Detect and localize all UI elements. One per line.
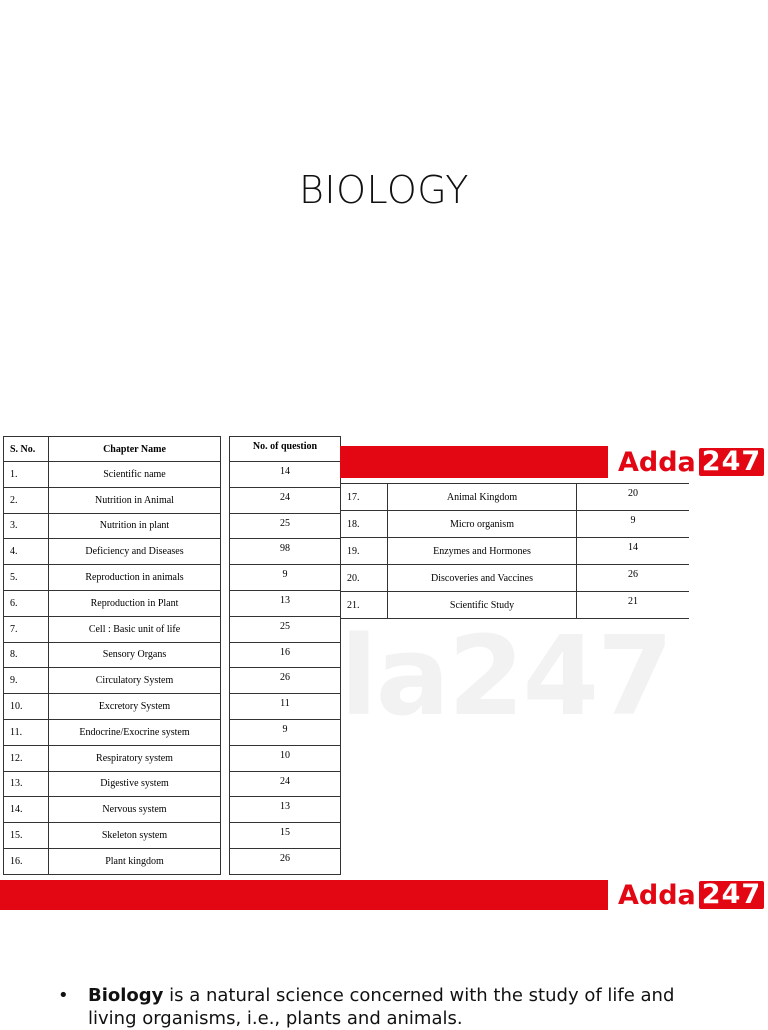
column-gap bbox=[221, 823, 230, 849]
cell-chapter-name: Nervous system bbox=[49, 797, 221, 823]
cell-no-of-question: 26 bbox=[577, 565, 690, 592]
cell-sno: 3. bbox=[4, 513, 49, 539]
table-row bbox=[4, 462, 341, 488]
column-gap bbox=[221, 771, 230, 797]
adda247-banner-bottom bbox=[0, 880, 768, 910]
cell-no-of-question: 25 bbox=[230, 513, 341, 539]
cell-no-of-question: 16 bbox=[230, 642, 341, 668]
table-row bbox=[4, 539, 341, 565]
cell-no-of-question: 9 bbox=[230, 565, 341, 591]
column-gap bbox=[221, 462, 230, 488]
column-gap bbox=[221, 487, 230, 513]
table-row bbox=[341, 565, 690, 592]
cell-no-of-question: 98 bbox=[230, 539, 341, 565]
cell-no-of-question: 21 bbox=[577, 592, 690, 619]
logo-number: 247 bbox=[699, 881, 764, 909]
cell-chapter-name: Cell : Basic unit of life bbox=[49, 616, 221, 642]
column-gap bbox=[221, 616, 230, 642]
cell-chapter-name: Deficiency and Diseases bbox=[49, 539, 221, 565]
column-gap bbox=[221, 513, 230, 539]
cell-no-of-question: 11 bbox=[230, 694, 341, 720]
cell-sno: 10. bbox=[4, 694, 49, 720]
header-sno: S. No. bbox=[4, 437, 49, 462]
cell-sno: 7. bbox=[4, 616, 49, 642]
cell-chapter-name: Discoveries and Vaccines bbox=[388, 565, 577, 592]
cell-chapter-name: Enzymes and Hormones bbox=[388, 538, 577, 565]
right-table-body bbox=[341, 484, 690, 619]
table-row bbox=[4, 487, 341, 513]
table-row bbox=[4, 745, 341, 771]
cell-no-of-question: 20 bbox=[577, 484, 690, 511]
column-gap bbox=[221, 437, 230, 462]
cell-chapter-name: Plant kingdom bbox=[49, 848, 221, 874]
column-gap bbox=[221, 745, 230, 771]
cell-chapter-name: Micro organism bbox=[388, 511, 577, 538]
adda247-logo bbox=[608, 446, 764, 478]
column-gap bbox=[221, 565, 230, 591]
column-gap bbox=[221, 848, 230, 874]
cell-no-of-question: 14 bbox=[577, 538, 690, 565]
cell-chapter-name: Skeleton system bbox=[49, 823, 221, 849]
table-row bbox=[341, 538, 690, 565]
left-table-body bbox=[4, 462, 341, 875]
cell-chapter-name: Sensory Organs bbox=[49, 642, 221, 668]
cell-chapter-name: Circulatory System bbox=[49, 668, 221, 694]
watermark: la247 bbox=[340, 612, 672, 740]
bullet-body: is a natural science concerned with the study of life and living organisms, i.e., plants and animals. bbox=[88, 985, 675, 1029]
cell-sno: 5. bbox=[4, 565, 49, 591]
column-gap bbox=[221, 642, 230, 668]
cell-no-of-question: 13 bbox=[230, 590, 341, 616]
cell-sno: 20. bbox=[341, 565, 388, 592]
column-gap bbox=[221, 539, 230, 565]
cell-sno: 17. bbox=[341, 484, 388, 511]
table-row bbox=[341, 592, 690, 619]
cell-sno: 13. bbox=[4, 771, 49, 797]
header-no-of-question: No. of question bbox=[230, 437, 341, 462]
column-gap bbox=[221, 590, 230, 616]
cell-no-of-question: 9 bbox=[577, 511, 690, 538]
cell-no-of-question: 13 bbox=[230, 797, 341, 823]
table-row bbox=[4, 642, 341, 668]
table-header-row bbox=[4, 437, 341, 462]
column-gap bbox=[221, 797, 230, 823]
cell-chapter-name: Scientific name bbox=[49, 462, 221, 488]
table-row bbox=[4, 565, 341, 591]
page-title: BIOLOGY bbox=[299, 168, 469, 212]
cell-chapter-name: Endocrine/Exocrine system bbox=[49, 719, 221, 745]
cell-no-of-question: 15 bbox=[230, 823, 341, 849]
logo-number: 247 bbox=[699, 448, 764, 476]
cell-sno: 16. bbox=[4, 848, 49, 874]
cell-sno: 18. bbox=[341, 511, 388, 538]
cell-sno: 11. bbox=[4, 719, 49, 745]
cell-no-of-question: 26 bbox=[230, 668, 341, 694]
cell-sno: 19. bbox=[341, 538, 388, 565]
column-gap bbox=[221, 694, 230, 720]
cell-chapter-name: Nutrition in Animal bbox=[49, 487, 221, 513]
chapter-table-left bbox=[3, 436, 341, 875]
column-gap bbox=[221, 719, 230, 745]
cell-chapter-name: Excretory System bbox=[49, 694, 221, 720]
chapter-table-right bbox=[340, 483, 689, 619]
cell-sno: 2. bbox=[4, 487, 49, 513]
cell-sno: 1. bbox=[4, 462, 49, 488]
header-chapter-name: Chapter Name bbox=[49, 437, 221, 462]
cell-sno: 14. bbox=[4, 797, 49, 823]
logo-word: Adda bbox=[618, 446, 696, 478]
table-row bbox=[4, 616, 341, 642]
cell-chapter-name: Reproduction in Plant bbox=[49, 590, 221, 616]
bullet-text bbox=[60, 984, 720, 1030]
cell-no-of-question: 24 bbox=[230, 771, 341, 797]
table-row bbox=[4, 668, 341, 694]
column-gap bbox=[221, 668, 230, 694]
cell-sno: 4. bbox=[4, 539, 49, 565]
red-bar bbox=[0, 880, 608, 910]
cell-sno: 12. bbox=[4, 745, 49, 771]
table-row bbox=[4, 771, 341, 797]
cell-chapter-name: Scientific Study bbox=[388, 592, 577, 619]
cell-no-of-question: 9 bbox=[230, 719, 341, 745]
cell-sno: 9. bbox=[4, 668, 49, 694]
cell-sno: 6. bbox=[4, 590, 49, 616]
bullet-icon: • bbox=[58, 985, 69, 1006]
cell-sno: 15. bbox=[4, 823, 49, 849]
bullet-point bbox=[60, 984, 720, 1030]
table-row bbox=[4, 823, 341, 849]
cell-no-of-question: 24 bbox=[230, 487, 341, 513]
red-bar bbox=[340, 446, 608, 478]
adda247-logo bbox=[608, 880, 764, 910]
cell-chapter-name: Digestive system bbox=[49, 771, 221, 797]
cell-no-of-question: 10 bbox=[230, 745, 341, 771]
table-row bbox=[4, 513, 341, 539]
bullet-bold-term: Biology bbox=[88, 985, 164, 1006]
adda247-banner-top bbox=[340, 446, 768, 478]
table-row bbox=[4, 797, 341, 823]
table-row bbox=[4, 590, 341, 616]
cell-chapter-name: Reproduction in animals bbox=[49, 565, 221, 591]
cell-chapter-name: Respiratory system bbox=[49, 745, 221, 771]
table-row bbox=[341, 484, 690, 511]
cell-chapter-name: Animal Kingdom bbox=[388, 484, 577, 511]
cell-chapter-name: Nutrition in plant bbox=[49, 513, 221, 539]
table-row bbox=[4, 848, 341, 874]
cell-no-of-question: 25 bbox=[230, 616, 341, 642]
cell-sno: 21. bbox=[341, 592, 388, 619]
table-row bbox=[341, 511, 690, 538]
table-row bbox=[4, 694, 341, 720]
logo-word: Adda bbox=[618, 879, 696, 911]
cell-sno: 8. bbox=[4, 642, 49, 668]
cell-no-of-question: 26 bbox=[230, 848, 341, 874]
table-row bbox=[4, 719, 341, 745]
cell-no-of-question: 14 bbox=[230, 462, 341, 488]
